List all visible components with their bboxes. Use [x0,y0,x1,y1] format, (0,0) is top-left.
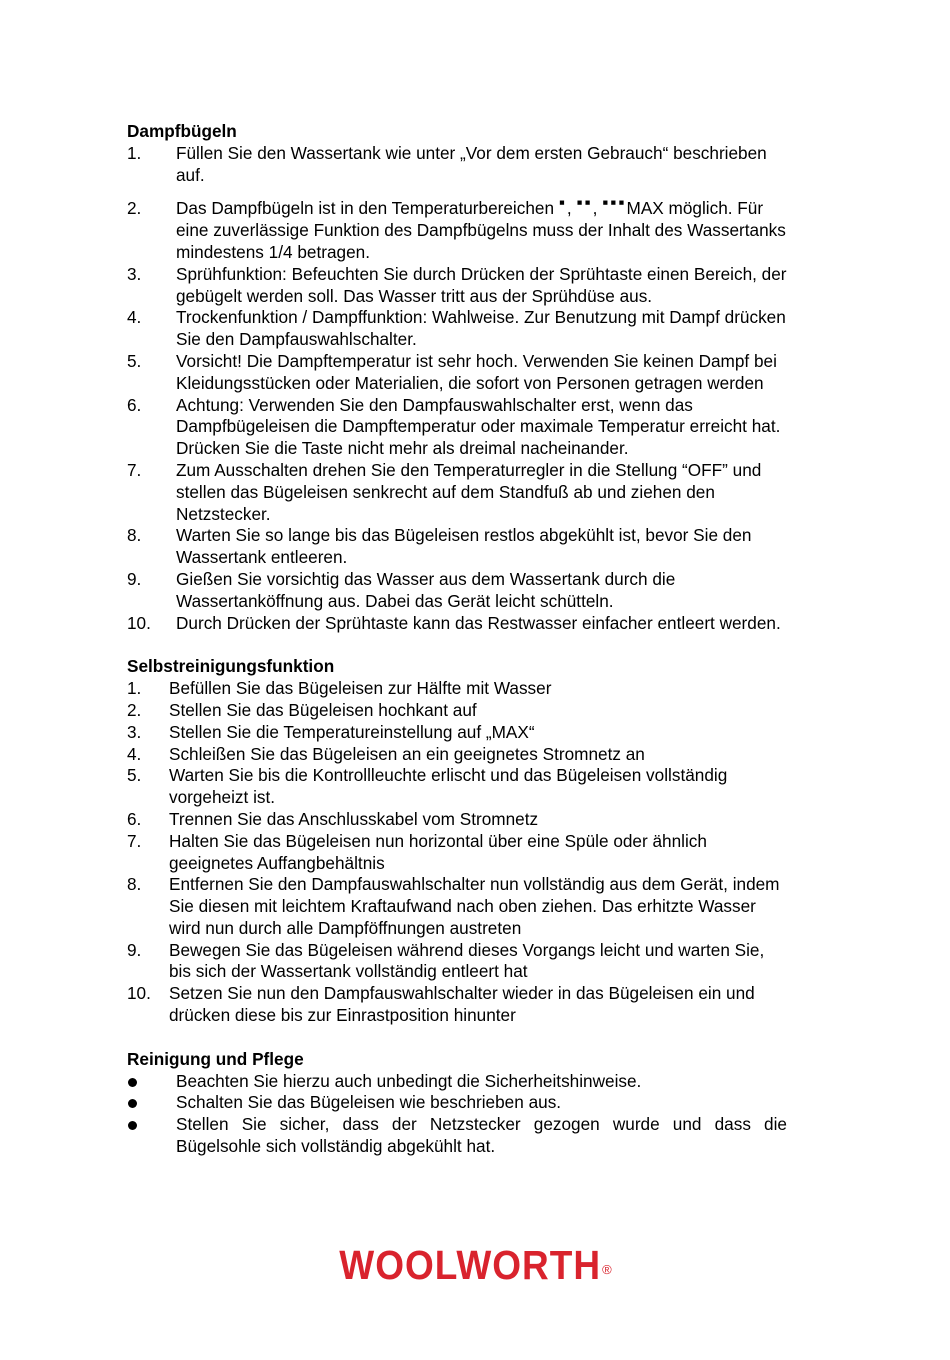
item-text: Durch Drücken der Sprühtaste kann das Restwasser einfacher entleert werden. [176,612,781,633]
item-text: Schalten Sie das Bügeleisen wie beschrieben aus. [176,1092,562,1113]
bullet-icon [127,1071,176,1093]
list-item [127,722,787,744]
list-item [127,765,787,809]
item-text: Warten Sie so lange bis das Bügeleisen restlos abgekühlt ist, bevor Sie den Wassertank entleeren. [176,525,752,568]
item-text: Füllen Sie den Wassertank wie unter „Vor dem ersten Gebrauch“ beschrieben auf. [176,142,767,185]
item-text: Sprühfunktion: Befeuchten Sie durch Drücken der Sprühtaste einen Bereich, der gebügelt werden soll. Das Wasser tritt aus der Sprühdüse aus. [176,263,787,306]
item-number: 10. [127,983,151,1004]
temperature-dot-3: ▪▪▪ [602,192,627,213]
item-text: Gießen Sie vorsichtig das Wasser aus dem Wassertank durch die Wassertanköffnung aus. Dabei das Gerät leicht schütteln. [176,568,676,611]
list-item [127,874,787,939]
list-item [127,143,787,187]
item-text: Bewegen Sie das Bügeleisen während dieses Vorgangs leicht und warten Sie, bis sich der Wassertank vollständig entleert hat [169,939,765,982]
temperature-dot-1: ▪ [558,192,567,213]
item-text: Trennen Sie das Anschlusskabel vom Stromnetz [169,808,539,829]
list-item [127,983,787,1027]
list-item [127,1071,787,1093]
section-title: Dampfbügeln [127,121,237,141]
item-number: 8. [127,874,142,895]
item-text: Vorsicht! Die Dampftemperatur ist sehr hoch. Verwenden Sie keinen Dampf bei Kleidungsstücken oder Materialien, die sofort von Personen getragen werden [176,350,777,393]
item-text: Beachten Sie hierzu auch unbedingt die Sicherheitshinweise. [176,1070,642,1091]
list-item [127,307,787,351]
list-item [127,264,787,308]
item-number: 9. [127,939,142,960]
section-title: Selbstreinigungsfunktion [127,656,335,677]
bullet-icon [127,1114,176,1158]
list-item [127,678,787,700]
item-number: 3. [127,263,142,284]
item-number: 6. [127,394,142,415]
item-number: 3. [127,721,142,742]
list-item [127,1092,787,1114]
item-number: 7. [127,459,142,480]
item-text: Setzen Sie nun den Dampfauswahlschalter wieder in das Bügeleisen ein und drücken diese bis zur Einrastposition hinunter [169,983,755,1026]
item-number: 5. [127,350,142,371]
temperature-dot-2: ▪▪ [576,192,593,213]
list-item [127,613,787,635]
item-text: Schleißen Sie das Bügeleisen an ein geeignetes Stromnetz an [169,743,645,764]
list-item [127,569,787,613]
list-item [127,700,787,722]
list-item [127,809,787,831]
item-number: 4. [127,743,142,764]
bullet-icon [127,1092,176,1114]
list-item [127,744,787,766]
list-item [127,525,787,569]
list-item [127,1114,787,1158]
item-text: Trockenfunktion / Dampffunktion: Wahlweise. Zur Benutzung mit Dampf drücken Sie den Dampfauswahlschalter. [176,307,786,350]
item-text: Stellen Sie sicher, dass der Netzstecker gezogen wurde und dass die Bügelsohle sich vollständig abgekühlt hat. [176,1114,787,1157]
document-page [127,121,787,1158]
section-selbstreinigung [127,656,787,1027]
numbered-list [127,678,787,1027]
item-number: 8. [127,525,142,546]
item-number: 1. [127,142,142,163]
item-number: 2. [127,198,142,219]
list-item [127,192,787,263]
item-text: Entfernen Sie den Dampfauswahlschalter nun vollständig aus dem Gerät, indem Sie diesen mit leichtem Kraftaufwand nach oben ziehen. Das erhitzte Wasser wird nun durch alle Dampföffnungen austreten [169,874,780,938]
item-text: Zum Ausschalten drehen Sie den Temperaturregler in die Stellung “OFF” und stellen das Bügeleisen senkrecht auf dem Standfuß ab und ziehen den Netzstecker. [176,459,762,524]
item-number: 10. [127,612,151,633]
bullet-list [127,1071,787,1158]
list-item [127,351,787,395]
item-number: 1. [127,678,142,699]
item-text: Das Dampfbügeln ist in den Temperaturbereichen ▪, ▪▪, ▪▪▪MAX möglich. Für eine zuverlässige Funktion des Dampfbügelns muss der Inhalt des Wassertanks mindestens 1/4 betragen. [176,192,786,262]
item-number: 5. [127,765,142,786]
item-number: 2. [127,699,142,720]
list-item [127,940,787,984]
item-number: 6. [127,808,142,829]
temperature-max: MAX [626,198,664,219]
logo-wordmark: WOOLWORTH [339,1242,602,1289]
section-dampfbuegeln [127,121,787,634]
item-text: Warten Sie bis die Kontrollleuchte erlischt und das Bügeleisen vollständig vorgeheizt ist. [169,765,728,808]
numbered-list [127,143,787,635]
item-text: Stellen Sie das Bügeleisen hochkant auf [169,699,477,720]
item-text-part: Das Dampfbügeln ist in den Temperaturbereichen [176,198,555,219]
item-number: 7. [127,830,142,851]
section-title: Reinigung und Pflege [127,1048,304,1069]
item-text: Stellen Sie die Temperatureinstellung auf „MAX“ [169,721,535,742]
item-text-part: möglich. Für eine zuverlässige Funktion des Dampfbügelns muss der Inhalt des Wassertanks mindestens 1/4 betragen. [176,198,786,262]
woolworth-logo [0,1242,950,1289]
item-number: 4. [127,307,142,328]
list-item [127,460,787,525]
section-reinigung-pflege [127,1049,787,1158]
item-text: Befüllen Sie das Bügeleisen zur Hälfte mit Wasser [169,678,552,699]
registered-mark-icon: ® [602,1262,612,1277]
item-text: Achtung: Verwenden Sie den Dampfauswahlschalter erst, wenn das Dampfbügeleisen die Dampftemperatur oder maximale Temperatur erreicht hat. Drücken Sie die Taste nicht mehr als dreimal nacheinander. [176,394,781,459]
list-item [127,831,787,875]
item-number: 9. [127,568,142,589]
list-item [127,395,787,460]
item-text: Halten Sie das Bügeleisen nun horizontal über eine Spüle oder ähnlich geeignetes Auffangbehältnis [169,830,707,873]
